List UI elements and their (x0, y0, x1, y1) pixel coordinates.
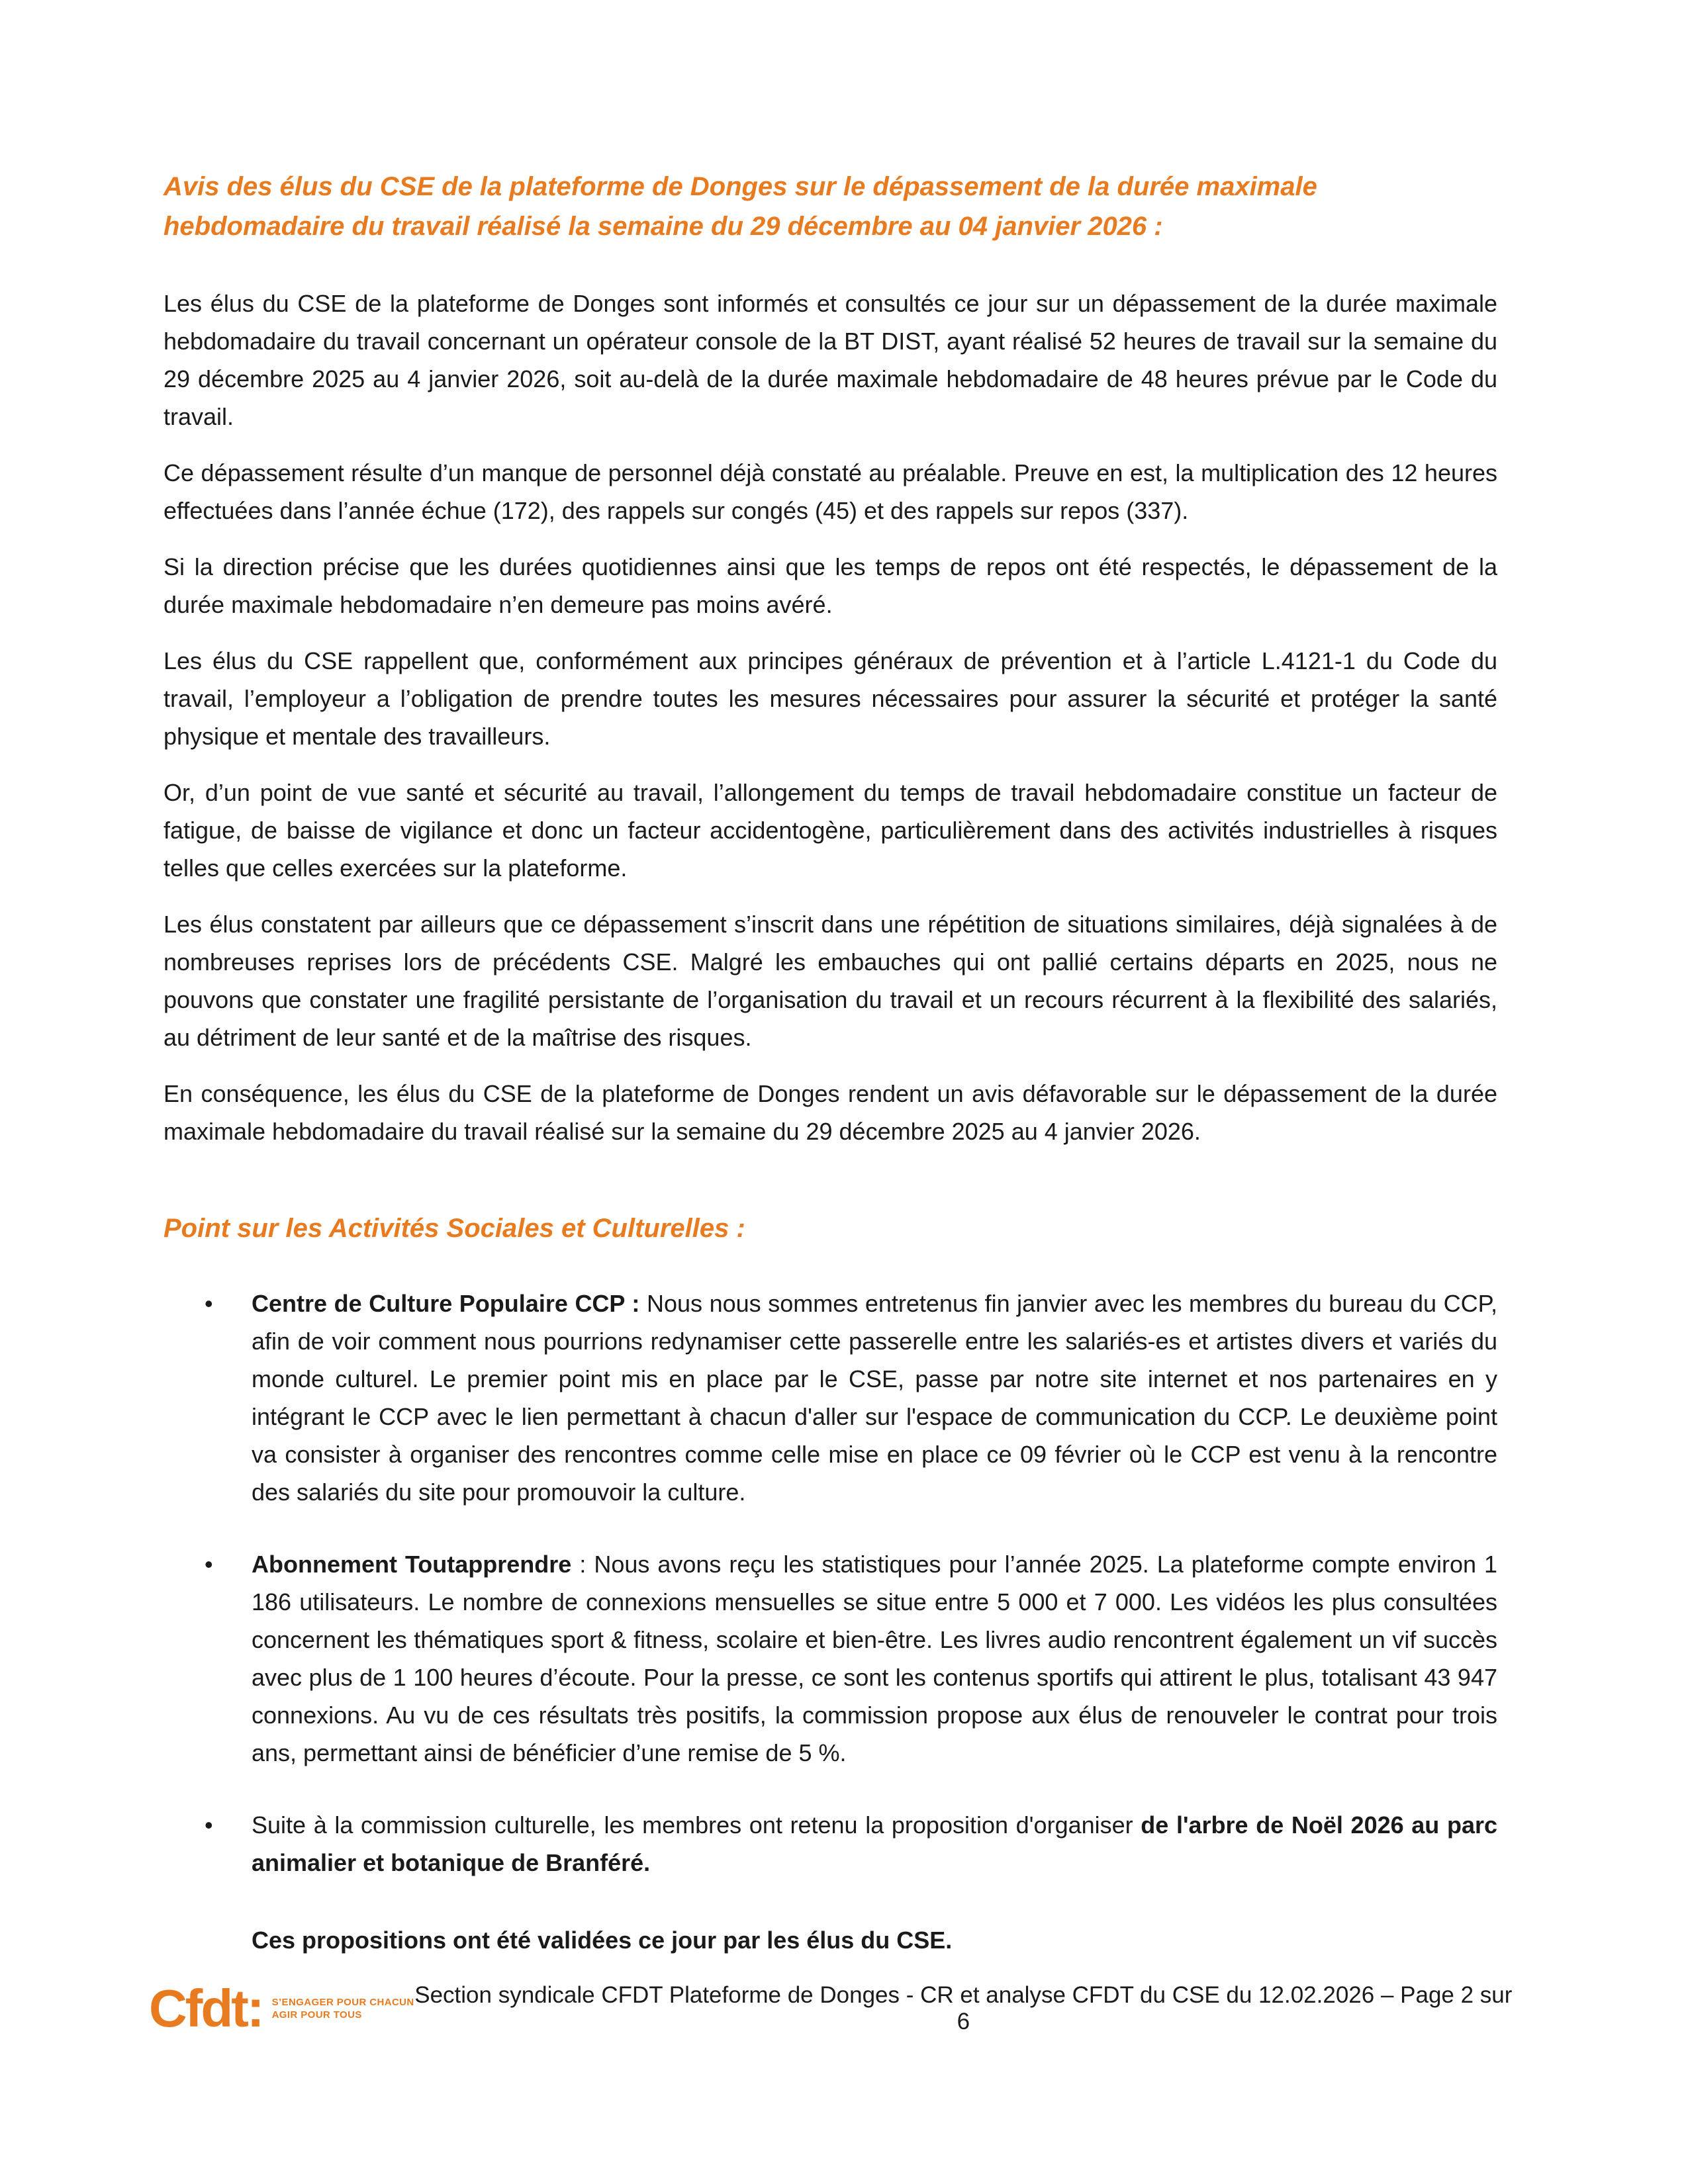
cfdt-tagline-line1: S’ENGAGER POUR CHACUN (271, 1996, 414, 2008)
paragraph-1: Les élus du CSE de la plateforme de Donges sont informés et consultés ce jour sur un dépassement de la durée maximale hebdomadaire du travail concernant un opérateur console de la BT DIST, ayant réalisé 52 heures de travail sur la semaine du 29 décembre 2025 au 4 janvier 2026, soit au-delà de la durée maximale hebdomadaire de 48 heures prévue par le Code du travail. (164, 290, 1497, 430)
cfdt-logo (149, 1979, 414, 2038)
bullet-list (164, 1285, 1497, 1882)
bullet-text: : Nous avons reçu les statistiques pour l’année 2025. La plateforme compte environ 1 186 utilisateurs. Le nombre de connexions mensuelles se situe entre 5 000 et 7 000. Les vidéos les plus consultées concernent les thématiques sport & fitness, scolaire et bien-être. Les livres audio rencontrent également un vif succès avec plus de 1 100 heures d’écoute. Pour la presse, ce sont les contenus sportifs qui attirent le plus, totalisant 43 947 connexions. Au vu de ces résultats très positifs, la commission propose aux élus de renouveler le contrat pour trois ans, permettant ainsi de bénéficier d’une remise de 5 %. (252, 1551, 1498, 1766)
bullet-lead: Centre de Culture Populaire CCP : (252, 1290, 640, 1317)
validation-note: Ces propositions ont été validées ce jour par les élus du CSE. (252, 1927, 953, 1954)
bullet-item-toutapprendre (164, 1545, 1497, 1772)
cfdt-logo-tagline (272, 1996, 414, 2022)
bullet-item-ccp (164, 1285, 1497, 1511)
bullet-bold-tail: de l'arbre de Noël 2026 au parc animalier et botanique de Branféré. (252, 1811, 1497, 1876)
paragraph-7: En conséquence, les élus du CSE de la plateforme de Donges rendent un avis défavorable sur le dépassement de la durée maximale hebdomadaire du travail réalisé sur la semaine du 29 décembre 2025 au 4 janvier 2026. (164, 1080, 1497, 1145)
bullet-text: Suite à la commission culturelle, les membres ont retenu la proposition d'organiser (252, 1811, 1141, 1839)
bullet-icon: • (205, 1290, 213, 1317)
bullet-item-arbre-noel (164, 1806, 1497, 1882)
paragraph-3: Si la direction précise que les durées quotidiennes ainsi que les temps de repos ont été respectés, le dépassement de la durée maximale hebdomadaire n’en demeure pas moins avéré. (164, 553, 1497, 618)
section-heading-avis: Avis des élus du CSE de la plateforme de Donges sur le dépassement de la durée maximale hebdomadaire du travail réalisé la semaine du 29 décembre au 04 janvier 2026 : (164, 172, 1317, 241)
footer-text: Section syndicale CFDT Plateforme de Donges - CR et analyse CFDT du CSE du 12.02.2026 – Page 2 sur 6 (414, 1982, 1513, 2034)
page-footer (149, 1979, 1513, 2038)
paragraph-2: Ce dépassement résulte d’un manque de personnel déjà constaté au préalable. Preuve en est, la multiplication des 12 heures effectuées dans l’année échue (172), des rappels sur congés (45) et des rappels sur repos (337). (164, 459, 1497, 524)
paragraph-6: Les élus constatent par ailleurs que ce dépassement s’inscrit dans une répétition de situations similaires, déjà signalées à de nombreuses reprises lors de précédents CSE. Malgré les embauches qui ont pallié certains départs en 2025, nous ne pouvons que constater une fragilité persistante de l’organisation du travail et un recours récurrent à la flexibilité des salariés, au détriment de leur santé et de la maîtrise des risques. (164, 911, 1497, 1051)
document-content (164, 167, 1497, 1959)
cfdt-tagline-line2: AGIR POUR TOUS (271, 2009, 362, 2021)
bullet-icon: • (205, 1811, 213, 1839)
bullet-icon: • (205, 1551, 213, 1578)
bullet-text: Nous nous sommes entretenus fin janvier avec les membres du bureau du CCP, afin de voir comment nous pourrions redynamiser cette passerelle entre les salariés-es et artistes divers et variés du monde culturel. Le premier point mis en place par le CSE, passe par notre site internet et nos partenaires en y intégrant le CCP avec le lien permettant à chacun d'aller sur l'espace de communication du CCP. Le deuxième point va consister à organiser des rencontres comme celle mise en place ce 09 février où le CCP est venu à la rencontre des salariés du site pour promouvoir la culture. (252, 1290, 1497, 1506)
bullet-lead: Abonnement Toutapprendre (252, 1551, 572, 1578)
paragraph-5: Or, d’un point de vue santé et sécurité au travail, l’allongement du temps de travail hebdomadaire constitue un facteur de fatigue, de baisse de vigilance et donc un facteur accidentogène, particulièrement dans des activités industrielles à risques telles que celles exercées sur la plateforme. (164, 779, 1497, 882)
section-heading-asc: Point sur les Activités Sociales et Culturelles : (164, 1214, 745, 1243)
cfdt-logo-wordmark: Cfdt: (149, 1979, 263, 2038)
paragraph-4: Les élus du CSE rappellent que, conformément aux principes généraux de prévention et à l’article L.4121-1 du Code du travail, l’employeur a l’obligation de prendre toutes les mesures nécessaires pour assurer la sécurité et protéger la santé physique et mentale des travailleurs. (164, 647, 1497, 750)
